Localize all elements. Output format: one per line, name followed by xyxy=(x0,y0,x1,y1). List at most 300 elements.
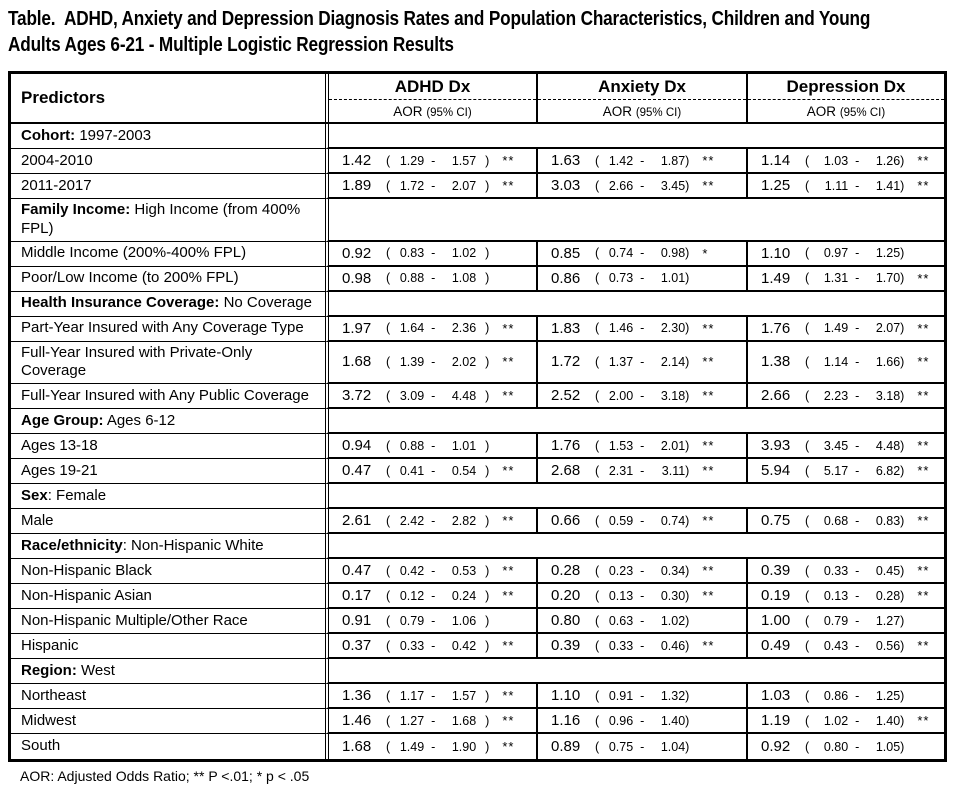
aor-value: 2.52 xyxy=(551,387,581,404)
anxiety-cell xyxy=(536,174,746,199)
predictor-label: Midwest xyxy=(21,711,77,729)
paren-open: ( xyxy=(805,713,810,728)
ci-dash: - xyxy=(640,463,645,478)
paren-open: ( xyxy=(595,588,600,603)
predictor-cell xyxy=(11,659,325,684)
ci-upper: 1.02 xyxy=(451,246,477,260)
significance-stars: ** xyxy=(502,513,515,528)
confidence-interval xyxy=(386,639,489,653)
ci-dash: - xyxy=(431,388,436,403)
aor-value: 1.38 xyxy=(761,353,791,371)
ci-upper: 0.24 xyxy=(451,588,477,603)
confidence-interval xyxy=(386,614,489,628)
ci-lower: 0.33 xyxy=(608,638,634,653)
aor-value: 3.72 xyxy=(342,387,372,404)
table-title-line-1: Table. ADHD, Anxiety and Depression Diagnosis Rates and Population Characteristics, Children and Young xyxy=(8,8,871,30)
anxiety-cell xyxy=(536,509,746,534)
depression-cell xyxy=(746,434,944,459)
ci-dash: - xyxy=(640,246,645,260)
paren-close: ) xyxy=(900,354,905,369)
paren-close: ) xyxy=(685,563,690,578)
anxiety-cell xyxy=(536,709,746,734)
aor-value: 0.39 xyxy=(761,562,791,579)
significance-stars: ** xyxy=(502,178,515,193)
predictor-label: Hispanic xyxy=(21,636,79,654)
significance-stars: ** xyxy=(702,388,715,403)
confidence-interval xyxy=(805,179,904,193)
confidence-interval xyxy=(805,271,904,285)
aor-value: 0.92 xyxy=(761,738,791,755)
adhd-cell xyxy=(325,317,536,342)
predictor-label: Non-Hispanic Multiple/Other Race xyxy=(21,611,248,629)
significance-stars: ** xyxy=(702,563,715,578)
predictor-cell xyxy=(11,484,325,509)
aor-value: 3.93 xyxy=(761,437,791,454)
adhd-cell xyxy=(325,149,536,174)
depression-cell xyxy=(746,634,944,659)
column-subheader-anxiety xyxy=(538,100,746,122)
paren-open: ( xyxy=(595,438,600,453)
reference-empty-cell xyxy=(325,534,944,559)
section-label-reference: : Female xyxy=(47,486,107,504)
ci-lower: 1.42 xyxy=(608,153,634,168)
confidence-interval xyxy=(595,589,689,603)
ci-upper: 2.07 xyxy=(875,321,901,335)
ci-dash: - xyxy=(855,246,860,260)
ci-lower: 5.17 xyxy=(823,463,849,478)
paren-close: ) xyxy=(900,613,905,628)
ci-dash: - xyxy=(431,563,436,578)
depression-cell xyxy=(746,684,944,709)
paren-open: ( xyxy=(805,153,810,168)
predictor-label: 2011-2017 xyxy=(21,176,92,194)
confidence-interval xyxy=(805,321,904,335)
predictor-cell xyxy=(11,559,325,584)
anxiety-cell xyxy=(536,584,746,609)
paren-open: ( xyxy=(386,713,391,728)
paren-open: ( xyxy=(386,438,391,453)
ci-dash: - xyxy=(855,463,860,478)
ci-dash: - xyxy=(640,588,645,603)
ci-lower: 0.43 xyxy=(823,638,849,653)
confidence-interval xyxy=(805,589,904,603)
ci-dash: - xyxy=(855,563,860,578)
paren-close: ) xyxy=(685,178,690,193)
adhd-cell xyxy=(325,584,536,609)
ci-dash: - xyxy=(431,713,436,728)
reference-empty-cell xyxy=(325,409,944,434)
confidence-interval xyxy=(805,439,904,453)
paren-close: ) xyxy=(900,739,905,754)
section-label xyxy=(21,412,175,431)
ci-lower: 0.79 xyxy=(823,613,849,628)
confidence-interval xyxy=(805,246,904,260)
significance-stars: ** xyxy=(502,563,515,578)
paren-close: ) xyxy=(485,613,490,628)
adhd-cell xyxy=(325,709,536,734)
aor-value: 0.37 xyxy=(342,637,372,654)
ci-upper: 1.25 xyxy=(875,688,901,703)
confidence-interval xyxy=(595,614,689,628)
significance-stars: ** xyxy=(917,153,930,168)
ci-dash: - xyxy=(640,178,645,193)
confidence-interval xyxy=(386,689,489,703)
table-row-section xyxy=(11,409,944,434)
paren-close: ) xyxy=(900,178,905,193)
predictor-label: 2004-2010 xyxy=(21,151,93,169)
paren-open: ( xyxy=(805,513,810,528)
paren-open: ( xyxy=(595,638,600,653)
paren-close: ) xyxy=(900,388,905,403)
ci-dash: - xyxy=(855,388,860,403)
anxiety-cell xyxy=(536,459,746,484)
aor-value: 1.10 xyxy=(761,244,791,262)
ci-lower: 1.17 xyxy=(399,688,425,703)
paren-open: ( xyxy=(386,321,391,335)
paren-close: ) xyxy=(685,739,690,754)
anxiety-cell xyxy=(536,267,746,292)
predictor-cell xyxy=(11,317,325,342)
aor-value: 0.80 xyxy=(551,612,581,629)
confidence-interval xyxy=(595,179,689,193)
confidence-interval xyxy=(386,154,489,168)
ci-lower: 0.68 xyxy=(823,513,849,528)
ci-lower: 1.39 xyxy=(399,354,425,369)
ci-upper: 0.46 xyxy=(660,638,686,653)
section-label-reference: High Income (from 400% FPL) xyxy=(21,201,301,237)
anxiety-cell xyxy=(536,684,746,709)
confidence-interval xyxy=(595,514,689,528)
paren-close: ) xyxy=(685,513,690,528)
confidence-interval xyxy=(386,740,489,754)
paren-open: ( xyxy=(805,588,810,603)
confidence-interval xyxy=(595,389,689,403)
predictor-cell xyxy=(11,409,325,434)
significance-stars: ** xyxy=(917,638,930,653)
anxiety-cell xyxy=(536,149,746,174)
ci-upper: 2.07 xyxy=(451,178,477,193)
ci-upper: 0.45 xyxy=(875,563,901,578)
paren-open: ( xyxy=(386,588,391,603)
paren-close: ) xyxy=(485,178,490,193)
confidence-interval xyxy=(386,714,489,728)
paren-close: ) xyxy=(900,246,905,260)
ci-lower: 0.33 xyxy=(823,563,849,578)
predictor-label: Poor/Low Income (to 200% FPL) xyxy=(21,269,239,287)
ci-upper: 1.01 xyxy=(451,438,477,453)
table-row xyxy=(11,267,944,292)
table-body xyxy=(11,124,944,759)
depression-cell xyxy=(746,342,944,385)
reference-empty-cell xyxy=(325,659,944,684)
aor-value: 0.28 xyxy=(551,562,581,579)
adhd-cell xyxy=(325,734,536,759)
ci-label: (95% CI) xyxy=(635,107,682,119)
significance-stars: ** xyxy=(502,638,515,653)
aor-value: 3.03 xyxy=(551,177,581,194)
ci-dash: - xyxy=(640,153,645,168)
significance-stars: ** xyxy=(502,739,515,754)
paren-open: ( xyxy=(595,563,600,578)
ci-dash: - xyxy=(855,588,860,603)
adhd-cell xyxy=(325,434,536,459)
table-row xyxy=(11,384,944,409)
ci-dash: - xyxy=(431,588,436,603)
adhd-cell xyxy=(325,609,536,634)
aor-value: 0.20 xyxy=(551,587,581,604)
section-label-bold: Age Group: xyxy=(21,411,104,429)
predictor-cell xyxy=(11,459,325,484)
paren-close: ) xyxy=(685,713,690,728)
aor-value: 1.00 xyxy=(761,612,791,629)
adhd-cell xyxy=(325,384,536,409)
paren-close: ) xyxy=(900,438,905,453)
ci-lower: 0.13 xyxy=(608,588,634,603)
paren-close: ) xyxy=(485,713,490,728)
ci-dash: - xyxy=(640,388,645,403)
predictor-cell xyxy=(11,734,325,759)
ci-upper: 4.48 xyxy=(451,388,477,403)
adhd-cell xyxy=(325,174,536,199)
aor-value: 1.25 xyxy=(761,177,791,194)
confidence-interval xyxy=(805,514,904,528)
paren-open: ( xyxy=(386,638,391,653)
predictor-cell xyxy=(11,292,325,317)
significance-stars: ** xyxy=(917,563,930,578)
paren-close: ) xyxy=(485,321,490,335)
table-row xyxy=(11,434,944,459)
paren-close: ) xyxy=(900,638,905,653)
anxiety-cell xyxy=(536,342,746,385)
paren-open: ( xyxy=(595,613,600,628)
confidence-interval xyxy=(805,639,904,653)
predictor-cell xyxy=(11,342,325,385)
significance-stars: ** xyxy=(702,153,715,168)
ci-dash: - xyxy=(855,321,860,335)
ci-dash: - xyxy=(855,713,860,728)
predictor-label: South xyxy=(21,737,61,755)
ci-lower: 0.75 xyxy=(608,739,634,754)
table-row-section xyxy=(11,534,944,559)
ci-dash: - xyxy=(640,513,645,528)
ci-upper: 1.01 xyxy=(660,271,686,285)
paren-open: ( xyxy=(386,563,391,578)
significance-stars: ** xyxy=(702,320,715,336)
depression-cell xyxy=(746,734,944,759)
ci-upper: 1.26 xyxy=(875,153,901,168)
predictor-cell xyxy=(11,174,325,199)
paren-close: ) xyxy=(485,438,490,453)
confidence-interval xyxy=(386,589,489,603)
paren-close: ) xyxy=(685,271,690,285)
ci-upper: 0.34 xyxy=(660,563,686,578)
table-row xyxy=(11,174,944,199)
ci-upper: 2.30 xyxy=(660,321,686,335)
confidence-interval xyxy=(386,321,489,335)
aor-value: 1.76 xyxy=(761,319,791,337)
confidence-interval xyxy=(595,355,689,369)
ci-dash: - xyxy=(431,463,436,478)
significance-stars: ** xyxy=(917,713,930,728)
column-subheader-adhd xyxy=(329,100,536,122)
paren-open: ( xyxy=(386,153,391,168)
ci-lower: 2.23 xyxy=(823,388,849,403)
paren-close: ) xyxy=(485,153,490,168)
confidence-interval xyxy=(386,389,489,403)
ci-dash: - xyxy=(640,563,645,578)
ci-lower: 1.11 xyxy=(824,178,849,193)
ci-dash: - xyxy=(640,638,645,653)
ci-lower: 2.66 xyxy=(608,178,634,193)
paren-close: ) xyxy=(900,271,905,285)
ci-lower: 1.53 xyxy=(608,438,634,453)
paren-close: ) xyxy=(685,246,690,260)
anxiety-cell xyxy=(536,242,746,267)
table-row xyxy=(11,684,944,709)
significance-stars: ** xyxy=(502,388,515,403)
aor-value: 0.49 xyxy=(761,637,791,654)
paren-open: ( xyxy=(595,178,600,193)
confidence-interval xyxy=(386,514,489,528)
ci-dash: - xyxy=(855,178,860,193)
ci-dash: - xyxy=(431,271,436,285)
section-label-bold: Region: xyxy=(21,661,77,679)
ci-label: (95% CI) xyxy=(426,107,472,119)
paren-close: ) xyxy=(485,638,490,653)
column-subheader-depression xyxy=(748,100,944,122)
paren-close: ) xyxy=(685,613,690,628)
section-label-bold: Family Income: xyxy=(21,201,131,218)
predictor-label: Middle Income (200%-400% FPL) xyxy=(21,244,247,262)
depression-cell xyxy=(746,149,944,174)
predictor-cell xyxy=(11,384,325,409)
predictors-column-header: Predictors xyxy=(21,88,106,107)
anxiety-cell xyxy=(536,609,746,634)
ci-lower: 1.46 xyxy=(608,321,634,335)
ci-dash: - xyxy=(640,271,645,285)
paren-open: ( xyxy=(595,321,600,335)
ci-lower: 1.49 xyxy=(399,739,425,754)
table-header xyxy=(11,74,944,124)
ci-upper: 0.74 xyxy=(660,513,686,528)
confidence-interval xyxy=(595,439,689,453)
aor-value: 1.72 xyxy=(551,353,581,371)
ci-dash: - xyxy=(640,354,645,369)
section-label-bold: Race/ethnicity xyxy=(21,536,123,554)
paren-close: ) xyxy=(685,388,690,403)
table-row xyxy=(11,709,944,734)
section-label-reference: 1997-2003 xyxy=(75,126,152,144)
reference-empty-cell xyxy=(325,292,944,317)
anxiety-cell xyxy=(536,559,746,584)
confidence-interval xyxy=(595,321,689,335)
significance-stars: ** xyxy=(702,354,715,370)
ci-dash: - xyxy=(431,354,436,369)
paren-open: ( xyxy=(595,513,600,528)
significance-stars: ** xyxy=(917,388,930,403)
ci-dash: - xyxy=(640,688,645,703)
paren-close: ) xyxy=(685,688,690,703)
adhd-cell xyxy=(325,509,536,534)
section-label xyxy=(21,127,151,146)
aor-value: 0.66 xyxy=(551,512,581,529)
ci-dash: - xyxy=(640,613,645,628)
table-title-line-2: Adults Ages 6-21 - Multiple Logistic Regression Results xyxy=(8,34,454,56)
ci-lower: 0.63 xyxy=(608,613,634,628)
ci-upper: 1.08 xyxy=(451,271,477,285)
ci-lower: 1.64 xyxy=(399,321,425,335)
ci-dash: - xyxy=(855,438,860,453)
section-label-bold: Sex xyxy=(21,486,48,504)
aor-value: 1.46 xyxy=(342,712,372,729)
depression-cell xyxy=(746,267,944,292)
confidence-interval xyxy=(595,154,689,168)
table-row-section xyxy=(11,484,944,509)
aor-value: 0.98 xyxy=(342,269,372,287)
reference-empty-cell xyxy=(325,199,944,242)
predictor-cell xyxy=(11,584,325,609)
adhd-cell xyxy=(325,684,536,709)
ci-dash: - xyxy=(431,246,436,260)
paren-close: ) xyxy=(485,688,490,703)
significance-stars: ** xyxy=(502,354,515,370)
confidence-interval xyxy=(805,464,904,478)
table-row xyxy=(11,584,944,609)
significance-stars: ** xyxy=(702,463,715,478)
depression-cell xyxy=(746,242,944,267)
paren-close: ) xyxy=(485,271,490,285)
depression-cell xyxy=(746,174,944,199)
ci-upper: 2.14 xyxy=(660,354,686,369)
adhd-cell xyxy=(325,342,536,385)
paren-open: ( xyxy=(805,246,810,260)
paren-open: ( xyxy=(595,688,600,703)
confidence-interval xyxy=(386,179,489,193)
aor-value: 0.39 xyxy=(551,637,581,654)
aor-value: 2.66 xyxy=(761,387,791,404)
ci-lower: 2.00 xyxy=(608,388,634,403)
ci-lower: 0.88 xyxy=(399,271,425,285)
aor-value: 0.47 xyxy=(342,562,372,579)
predictor-label: Part-Year Insured with Any Coverage Type xyxy=(21,319,304,337)
ci-upper: 2.82 xyxy=(451,513,477,528)
paren-open: ( xyxy=(386,739,391,754)
depression-cell xyxy=(746,459,944,484)
ci-upper: 1.90 xyxy=(451,739,477,754)
predictor-label: Full-Year Insured with Any Public Coverage xyxy=(21,386,309,404)
section-label xyxy=(21,662,115,681)
paren-open: ( xyxy=(805,638,810,653)
paren-close: ) xyxy=(900,463,905,478)
ci-dash: - xyxy=(855,354,860,369)
paren-open: ( xyxy=(805,463,810,478)
aor-value: 2.61 xyxy=(342,512,372,529)
ci-lower: 2.42 xyxy=(399,513,425,528)
section-label-reference: : Non-Hispanic White xyxy=(122,536,264,554)
paren-open: ( xyxy=(595,713,600,728)
significance-stars: ** xyxy=(917,354,930,370)
aor-value: 1.03 xyxy=(761,687,791,704)
significance-stars: ** xyxy=(917,588,930,603)
column-label-anxiety: Anxiety Dx xyxy=(538,74,746,100)
ci-upper: 1.41 xyxy=(875,178,901,193)
confidence-interval xyxy=(805,564,904,578)
paren-open: ( xyxy=(595,739,600,754)
anxiety-cell xyxy=(536,634,746,659)
paren-open: ( xyxy=(386,246,391,260)
paren-open: ( xyxy=(595,153,600,168)
aor-value: 1.19 xyxy=(761,712,791,729)
